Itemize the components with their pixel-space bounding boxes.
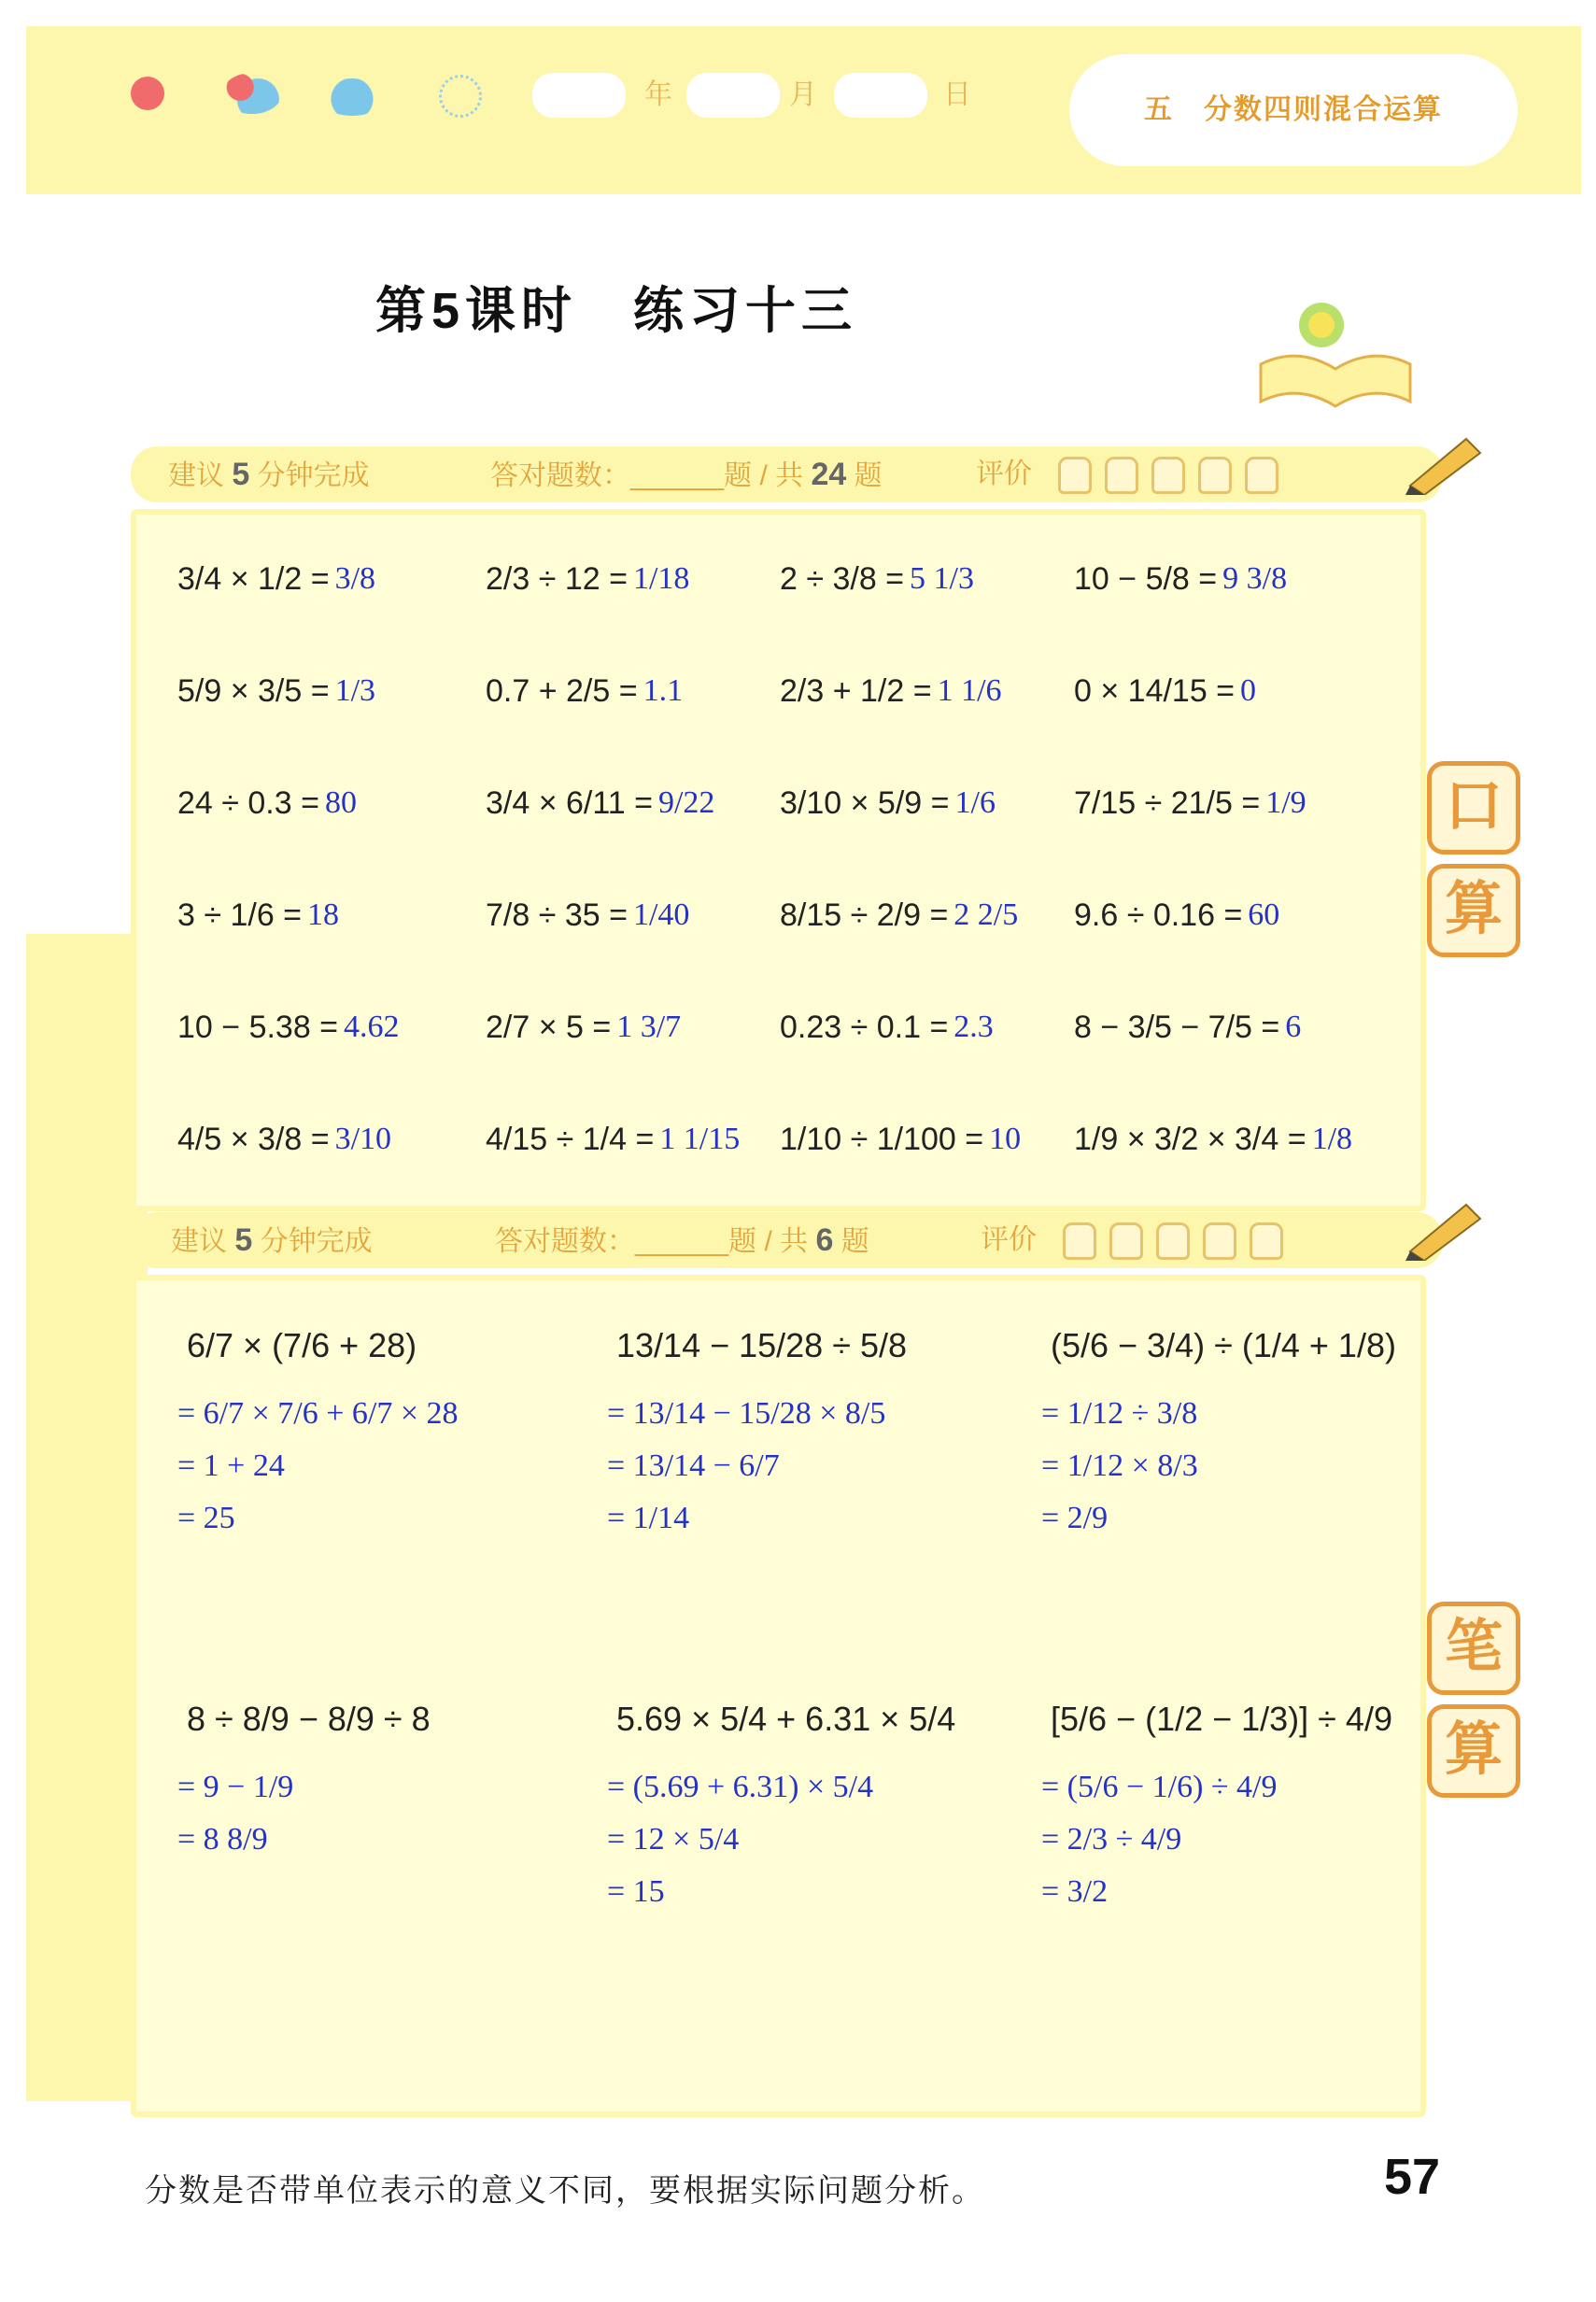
answer-text: 1 3/7 — [616, 1010, 682, 1044]
answer-text: 1 1/6 — [937, 673, 1002, 708]
problem-text: 2/3 + 1/2 = — [780, 672, 932, 709]
oral-problem — [177, 985, 400, 1069]
oral-problem — [177, 537, 375, 621]
pencil-icon — [1401, 1195, 1485, 1261]
thumb-icon[interactable] — [1109, 1222, 1143, 1260]
oral-problem — [1074, 985, 1301, 1069]
footer-tip: 分数是否带单位表示的意义不同，要根据实际问题分析。 — [145, 2172, 985, 2210]
written-problem: 5.69 × 5/4 + 6.31 × 5/4 — [616, 1700, 956, 1738]
answer-text: 1/9 — [1265, 785, 1306, 820]
problem-text: 0.7 + 2/5 = — [486, 672, 638, 709]
oral-problem — [780, 761, 996, 845]
thumb-icon[interactable] — [1203, 1222, 1236, 1260]
problem-text: 2/7 × 5 = — [486, 1009, 612, 1045]
solution-step: = 2/3 ÷ 4/9 — [1041, 1822, 1182, 1857]
answer-text: 5 1/3 — [910, 561, 974, 596]
problem-text: 8 − 3/5 − 7/5 = — [1074, 1009, 1280, 1045]
written-problem: 6/7 × (7/6 + 28) — [187, 1326, 417, 1364]
oral-problem — [177, 873, 339, 957]
thumb-icon[interactable] — [1063, 1222, 1096, 1260]
problem-text: 3/4 × 1/2 = — [177, 560, 330, 597]
problem-text: 9.6 ÷ 0.16 = — [1074, 897, 1243, 933]
day-box[interactable] — [834, 73, 927, 118]
oral-evaluate: 评价 — [976, 446, 1292, 502]
page-title: 第5课时 练习十三 — [374, 283, 858, 339]
oral-problem — [486, 537, 689, 621]
oral-problem — [780, 537, 974, 621]
answer-text: 4.62 — [344, 1010, 400, 1044]
snow-icon — [439, 75, 482, 118]
problem-text: 7/8 ÷ 35 = — [486, 897, 628, 933]
solution-step: = 1/14 — [607, 1501, 690, 1535]
answer-text: 1 1/15 — [659, 1122, 741, 1156]
answer-text: 1/3 — [334, 673, 376, 708]
written-problem: 8 ÷ 8/9 − 8/9 ÷ 8 — [187, 1700, 431, 1738]
year-label: 年 — [644, 79, 672, 110]
solution-step: = (5/6 − 1/6) ÷ 4/9 — [1041, 1770, 1278, 1804]
side-label-written-2: 算 — [1427, 1704, 1520, 1798]
answer-text: 3/8 — [334, 561, 376, 596]
oral-problem — [486, 761, 714, 845]
problem-text: 1/9 × 3/2 × 3/4 = — [1074, 1121, 1306, 1157]
oral-problem — [780, 1097, 1021, 1181]
thumb-icon[interactable] — [1151, 457, 1185, 494]
side-label-written-1: 笔 — [1427, 1602, 1520, 1695]
answer-text: 1/6 — [954, 785, 996, 820]
month-box[interactable] — [686, 73, 780, 118]
thumb-icon[interactable] — [1156, 1222, 1190, 1260]
solution-step: = 9 − 1/9 — [177, 1770, 294, 1804]
pencil-icon — [1401, 430, 1485, 495]
thumb-icon[interactable] — [1105, 457, 1138, 494]
oral-problem — [177, 761, 357, 845]
answer-text: 9/22 — [657, 785, 715, 820]
chapter-badge — [1069, 54, 1518, 166]
solution-step: = 12 × 5/4 — [607, 1822, 740, 1857]
problem-text: 3 ÷ 1/6 = — [177, 897, 303, 933]
solution-step: = 15 — [607, 1874, 665, 1909]
problem-text: 10 − 5/8 = — [1074, 560, 1218, 597]
oral-problem — [780, 649, 1002, 733]
problem-text: 2 ÷ 3/8 = — [780, 560, 905, 597]
oral-problem — [1074, 537, 1287, 621]
oral-problem — [1074, 1097, 1352, 1181]
problem-text: 1/10 ÷ 1/100 = — [780, 1121, 984, 1157]
solution-step: = 8 8/9 — [177, 1822, 268, 1857]
answer-text: 9 3/8 — [1222, 561, 1288, 596]
oral-suggest: 建议 5 分钟完成 — [168, 457, 370, 492]
oral-problem — [780, 985, 994, 1069]
oral-problem — [486, 985, 681, 1069]
problem-text: 0.23 ÷ 0.1 = — [780, 1009, 949, 1045]
solution-step: = 1/12 ÷ 3/8 — [1041, 1396, 1198, 1431]
written-problem: [5/6 − (1/2 − 1/3)] ÷ 4/9 — [1051, 1700, 1392, 1738]
thumb-icon[interactable] — [1058, 457, 1092, 494]
solution-step: = 13/14 − 15/28 × 8/5 — [607, 1396, 886, 1431]
left-band — [26, 934, 148, 2101]
problem-text: 0 × 14/15 = — [1074, 672, 1236, 709]
answer-text: 10 — [989, 1122, 1022, 1156]
partly-cloudy-icon — [222, 73, 282, 114]
oral-correct-count: 答对题数：______题 / 共 24 题 — [490, 457, 883, 492]
side-label-oral-2: 算 — [1427, 864, 1520, 957]
problem-text: 5/9 × 3/5 = — [177, 672, 330, 709]
thumb-icon[interactable] — [1245, 457, 1278, 494]
problem-text: 3/4 × 6/11 = — [486, 784, 653, 821]
chapter-title: 五 分数四则混合运算 — [1144, 94, 1443, 125]
oral-problem — [1074, 873, 1279, 957]
solution-step: = 3/2 — [1041, 1874, 1109, 1909]
problem-text: 4/15 ÷ 1/4 = — [486, 1121, 655, 1157]
answer-text: 1/40 — [632, 897, 690, 932]
written-evaluate: 评价 — [981, 1212, 1296, 1268]
problem-text: 10 − 5.38 = — [177, 1009, 339, 1045]
oral-problem — [1074, 649, 1256, 733]
oral-problem — [177, 649, 375, 733]
oral-problem — [177, 1097, 391, 1181]
answer-text: 1/8 — [1311, 1122, 1353, 1156]
oral-problem — [486, 649, 683, 733]
answer-text: 2 2/5 — [953, 897, 1019, 932]
problem-text: 7/15 ÷ 21/5 = — [1074, 784, 1261, 821]
month-label: 月 — [789, 79, 817, 110]
written-correct-count: 答对题数：______题 / 共 6 题 — [495, 1222, 869, 1258]
oral-problem — [1074, 761, 1306, 845]
side-label-oral-1: 口 — [1427, 761, 1520, 854]
thumb-icon[interactable] — [1250, 1222, 1283, 1260]
oral-problem — [780, 873, 1018, 957]
solution-step: = 1/12 × 8/3 — [1041, 1448, 1198, 1483]
problem-text: 2/3 ÷ 12 = — [486, 560, 628, 597]
answer-text: 1/18 — [632, 561, 690, 596]
oral-problem — [486, 873, 689, 957]
written-problem: (5/6 − 3/4) ÷ (1/4 + 1/8) — [1051, 1326, 1396, 1364]
oral-problem — [486, 1097, 740, 1181]
solution-step: = (5.69 + 6.31) × 5/4 — [607, 1770, 874, 1804]
answer-text: 18 — [307, 897, 340, 932]
problem-text: 3/10 × 5/9 = — [780, 784, 950, 821]
solution-step: = 6/7 × 7/6 + 6/7 × 28 — [177, 1396, 459, 1431]
year-box[interactable] — [532, 73, 626, 118]
solution-step: = 2/9 — [1041, 1501, 1109, 1535]
answer-text: 2.3 — [953, 1010, 994, 1044]
flower-icon — [1293, 297, 1349, 353]
answer-text: 0 — [1240, 673, 1257, 708]
written-suggest: 建议 5 分钟完成 — [171, 1222, 373, 1258]
solution-step: = 1 + 24 — [177, 1448, 285, 1483]
cloudy-icon — [319, 78, 385, 116]
day-label: 日 — [943, 79, 971, 110]
answer-text: 6 — [1285, 1010, 1302, 1044]
sun-icon — [131, 77, 164, 110]
written-problem: 13/14 − 15/28 ÷ 5/8 — [616, 1326, 908, 1364]
problem-text: 4/5 × 3/8 = — [177, 1121, 330, 1157]
answer-text: 3/10 — [334, 1122, 392, 1156]
solution-step: = 25 — [177, 1501, 235, 1535]
page-number: 57 — [1384, 2149, 1441, 2205]
thumb-icon[interactable] — [1198, 457, 1232, 494]
answer-text: 1.1 — [643, 673, 684, 708]
problem-text: 8/15 ÷ 2/9 = — [780, 897, 949, 933]
solution-step: = 13/14 − 6/7 — [607, 1448, 780, 1483]
answer-text: 80 — [324, 785, 357, 820]
answer-text: 60 — [1248, 897, 1280, 932]
problem-text: 24 ÷ 0.3 = — [177, 784, 319, 821]
